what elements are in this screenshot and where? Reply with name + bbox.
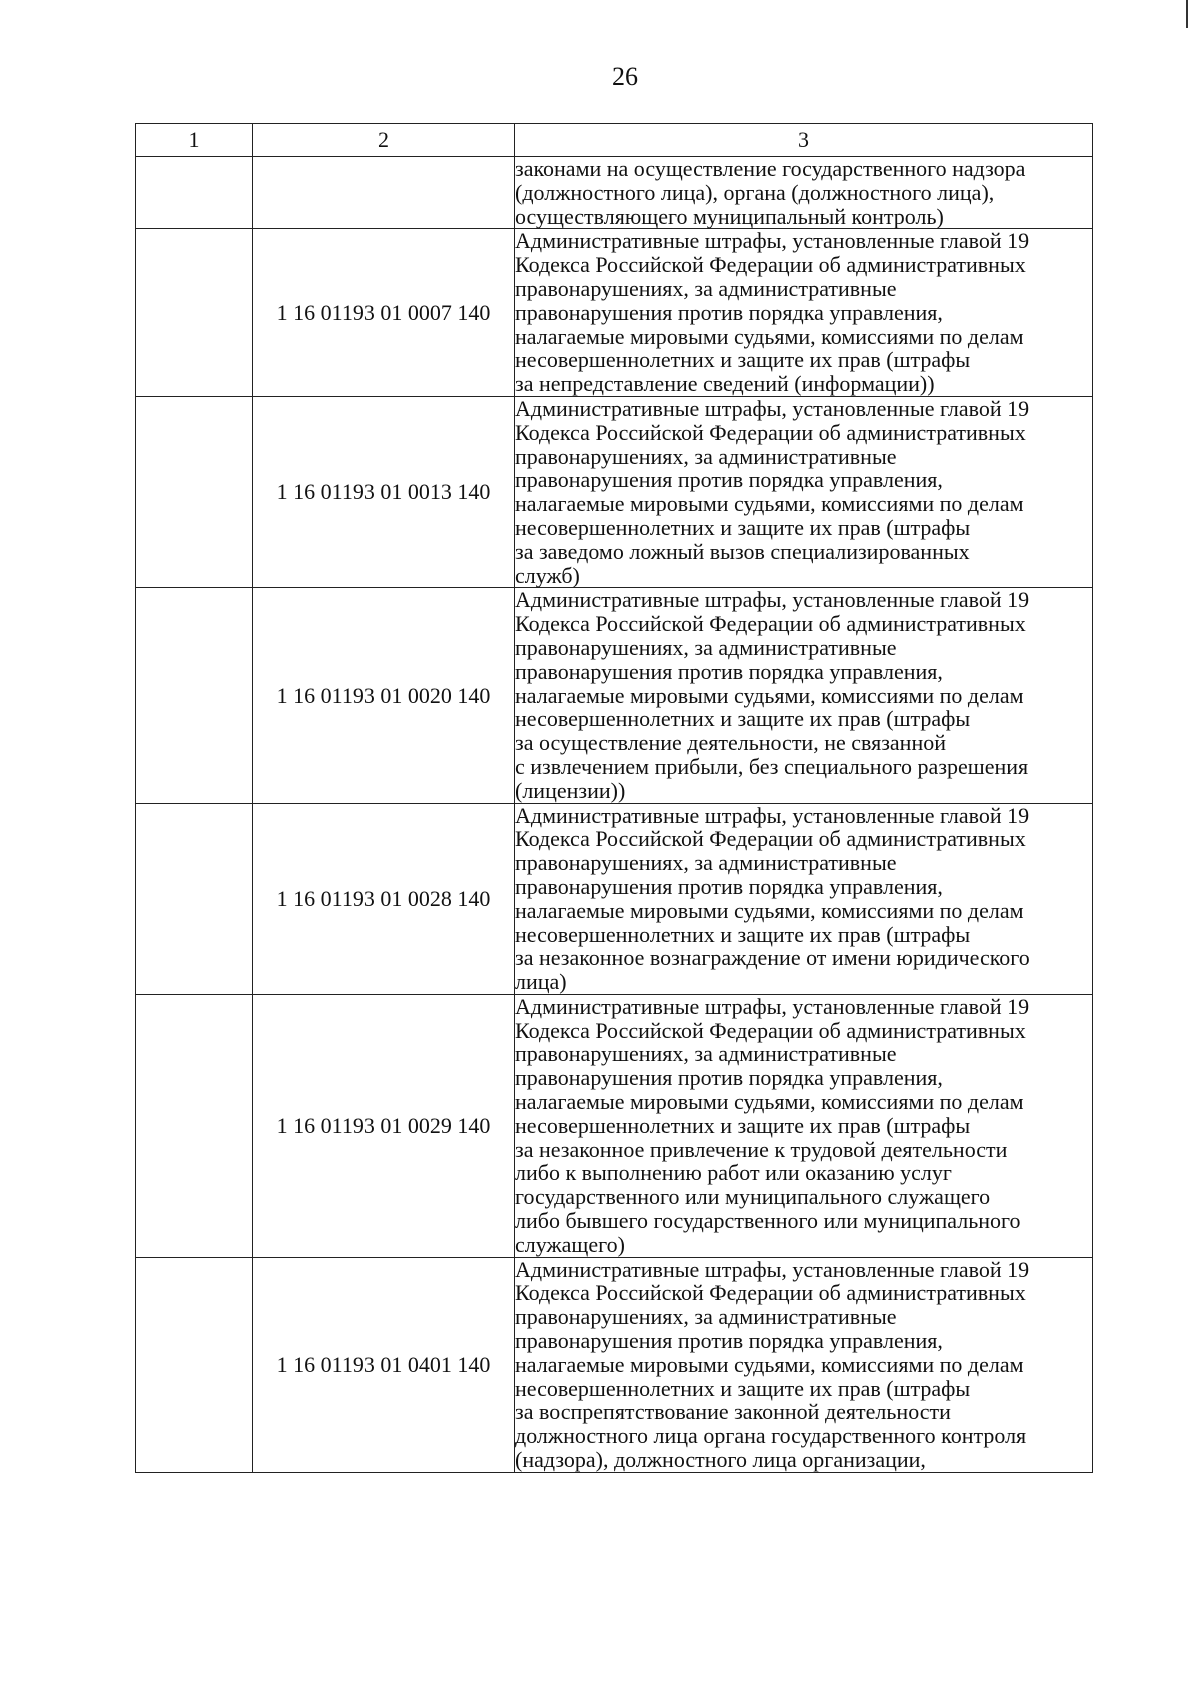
column-header-1: 1: [136, 124, 253, 157]
description-line: Административные штрафы, установленные главой 19: [515, 228, 1030, 254]
budget-code-cell: 1 16 01193 01 0020 140: [253, 588, 515, 803]
page-number: 26: [612, 62, 638, 91]
row-number-cell: [136, 1257, 253, 1472]
description-line: несовершеннолетних и защите их прав (штрафы: [515, 347, 971, 373]
description-line: Административные штрафы, установленные главой 19: [515, 802, 1030, 828]
budget-code-cell: 1 16 01193 01 0028 140: [253, 803, 515, 994]
column-header-2: 2: [253, 124, 515, 157]
description-line: либо бывшего государственного или муниципального: [515, 1208, 1021, 1234]
description-line: либо к выполнению работ или оказанию услуг: [515, 1160, 952, 1186]
description-line: правонарушения против порядка управления,: [515, 1328, 943, 1354]
description-line: Кодекса Российской Федерации об административных: [515, 1280, 1026, 1306]
description-line: служб): [515, 562, 580, 588]
description-line: налагаемые мировыми судьями, комиссиями по делам: [515, 323, 1024, 349]
description-cell: [515, 396, 1093, 587]
row-number-cell: [136, 803, 253, 994]
description-line: за воспрепятствование законной деятельности: [515, 1399, 951, 1425]
description-line: должностного лица органа государственного контроля: [515, 1423, 1027, 1449]
description-line: несовершеннолетних и защите их прав (штрафы: [515, 706, 971, 732]
description-line: Кодекса Российской Федерации об административных: [515, 419, 1026, 445]
description-line: Административные штрафы, установленные главой 19: [515, 587, 1030, 613]
description-line: (надзора), должностного лица организации,: [515, 1447, 926, 1473]
description-line: Кодекса Российской Федерации об административных: [515, 826, 1026, 852]
budget-code-cell: 1 16 01193 01 0013 140: [253, 396, 515, 587]
description-line: государственного или муниципального служащего: [515, 1184, 991, 1210]
description-line: за незаконное привлечение к трудовой деятельности: [515, 1136, 1008, 1162]
description-line: служащего): [515, 1231, 625, 1257]
description-line: несовершеннолетних и защите их прав (штрафы: [515, 921, 971, 947]
description-line: Административные штрафы, установленные главой 19: [515, 1256, 1030, 1282]
description-line: правонарушениях, за административные: [515, 275, 897, 301]
scan-edge-mark: [1186, 0, 1200, 28]
description-line: (должностного лица), органа (должностного лица),: [515, 179, 995, 205]
description-line: за непредставление сведений (информации)): [515, 371, 935, 397]
column-header-3: 3: [515, 124, 1093, 157]
budget-code-cell: [253, 157, 515, 229]
description-line: Административные штрафы, установленные главой 19: [515, 993, 1030, 1019]
description-line: Кодекса Российской Федерации об административных: [515, 611, 1026, 637]
table-row: [136, 157, 1093, 229]
budget-code-cell: 1 16 01193 01 0401 140: [253, 1257, 515, 1472]
table-row: [136, 994, 1093, 1257]
description-line: правонарушениях, за административные: [515, 850, 897, 876]
budget-code-cell: 1 16 01193 01 0007 140: [253, 229, 515, 397]
description-line: несовершеннолетних и защите их прав (штрафы: [515, 1112, 971, 1138]
description-cell: [515, 157, 1093, 229]
description-cell: [515, 994, 1093, 1257]
description-line: за осуществление деятельности, не связанной: [515, 730, 946, 756]
description-line: налагаемые мировыми судьями, комиссиями по делам: [515, 491, 1024, 517]
description-line: правонарушения против порядка управления,: [515, 658, 943, 684]
description-line: правонарушения против порядка управления,: [515, 299, 943, 325]
description-cell: [515, 229, 1093, 397]
description-line: лица): [515, 969, 567, 995]
table-row: [136, 1257, 1093, 1472]
table-row: [136, 229, 1093, 397]
description-line: налагаемые мировыми судьями, комиссиями по делам: [515, 682, 1024, 708]
description-line: правонарушениях, за административные: [515, 443, 897, 469]
table-row: [136, 588, 1093, 803]
description-line: правонарушениях, за административные: [515, 1304, 897, 1330]
description-line: Кодекса Российской Федерации об административных: [515, 1017, 1026, 1043]
description-cell: [515, 803, 1093, 994]
description-line: за незаконное вознаграждение от имени юридического: [515, 945, 1030, 971]
description-line: (лицензии)): [515, 777, 626, 803]
description-cell: [515, 588, 1093, 803]
description-line: налагаемые мировыми судьями, комиссиями по делам: [515, 1089, 1024, 1115]
row-number-cell: [136, 229, 253, 397]
description-line: правонарушения против порядка управления,: [515, 1065, 943, 1091]
description-line: налагаемые мировыми судьями, комиссиями по делам: [515, 1351, 1024, 1377]
description-line: правонарушения против порядка управления,: [515, 467, 943, 493]
description-line: за заведомо ложный вызов специализированных: [515, 538, 970, 564]
row-number-cell: [136, 994, 253, 1257]
description-line: несовершеннолетних и защите их прав (штрафы: [515, 514, 971, 540]
description-line: правонарушениях, за административные: [515, 1041, 897, 1067]
table-row: [136, 803, 1093, 994]
description-cell: [515, 1257, 1093, 1472]
description-line: несовершеннолетних и защите их прав (штрафы: [515, 1375, 971, 1401]
row-number-cell: [136, 157, 253, 229]
description-line: законами на осуществление государственного надзора: [515, 156, 1026, 181]
row-number-cell: [136, 588, 253, 803]
description-line: правонарушениях, за административные: [515, 634, 897, 660]
row-number-cell: [136, 396, 253, 587]
description-line: правонарушения против порядка управления,: [515, 873, 943, 899]
budget-code-cell: 1 16 01193 01 0029 140: [253, 994, 515, 1257]
document-table: [135, 123, 1093, 1473]
table-header-row: [136, 124, 1093, 157]
description-line: Кодекса Российской Федерации об административных: [515, 252, 1026, 278]
table-body: [136, 157, 1093, 1473]
description-line: осуществляющего муниципальный контроль): [515, 203, 944, 229]
description-line: налагаемые мировыми судьями, комиссиями по делам: [515, 897, 1024, 923]
description-line: Административные штрафы, установленные главой 19: [515, 395, 1030, 421]
description-line: с извлечением прибыли, без специального разрешения: [515, 753, 1029, 779]
table-row: [136, 396, 1093, 587]
